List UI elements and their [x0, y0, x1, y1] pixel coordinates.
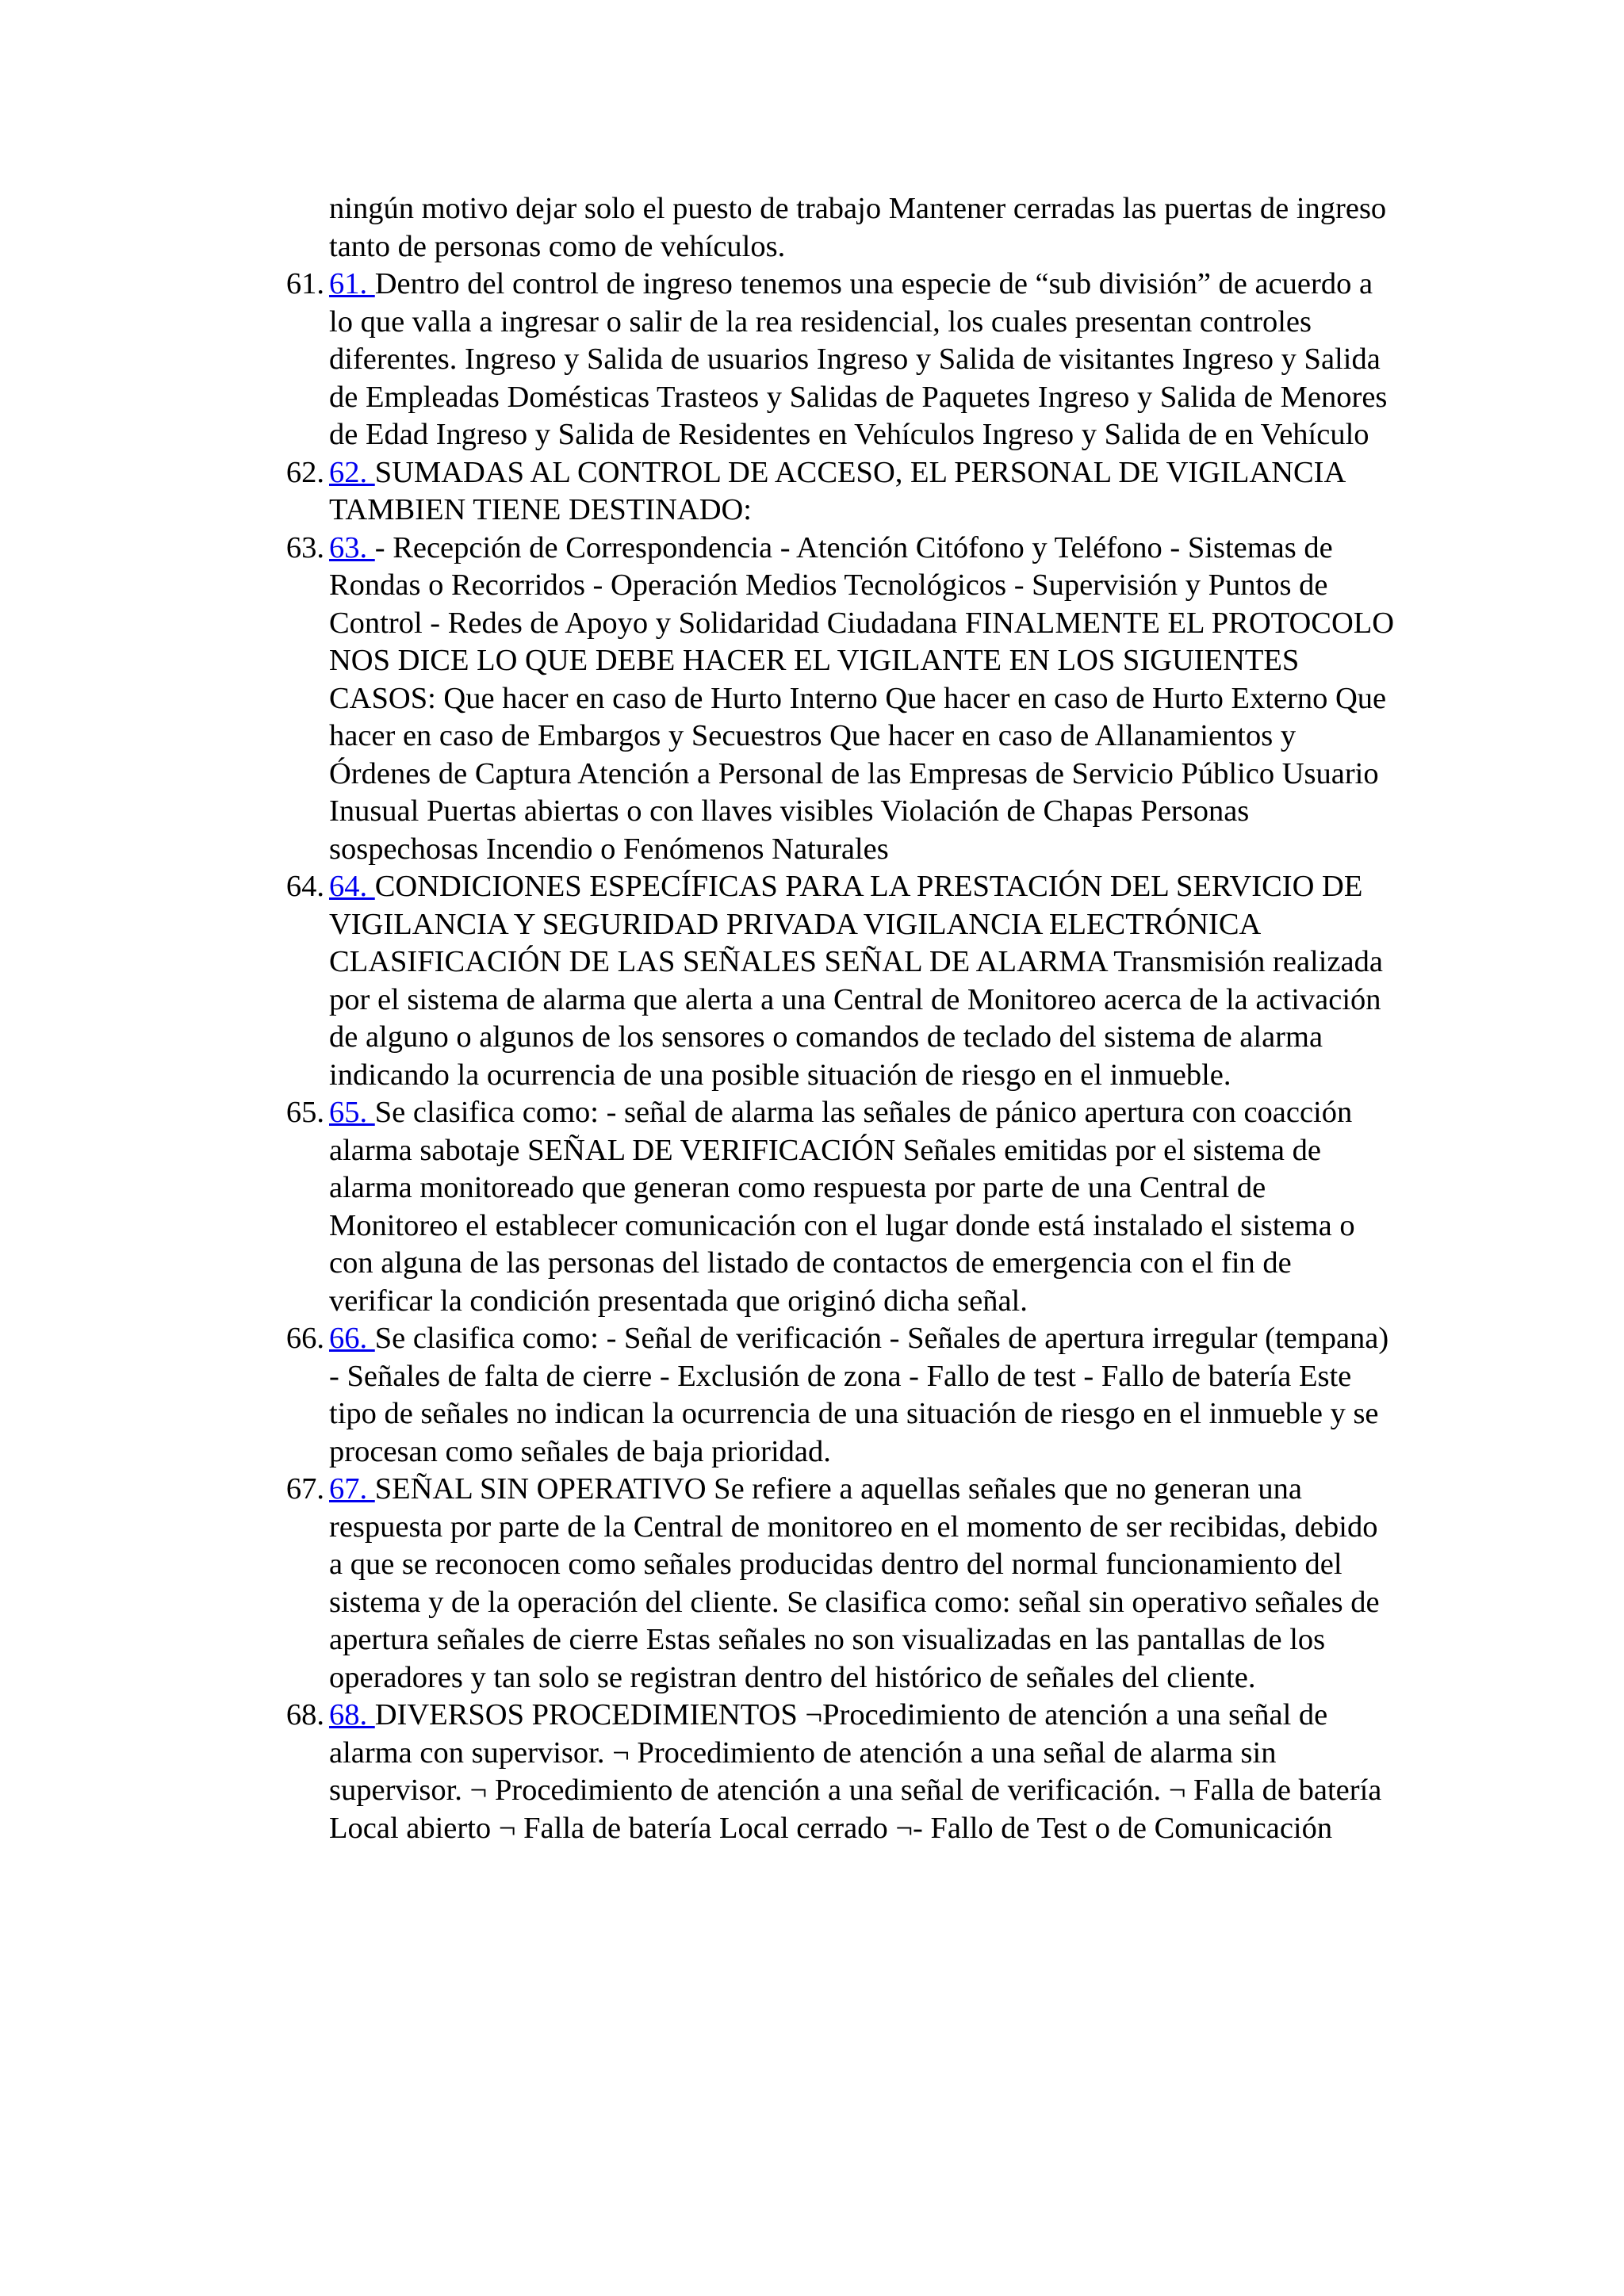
list-item-66 [285, 1320, 1396, 1471]
list-item-63 [285, 530, 1396, 869]
list-number: 66. [285, 1322, 324, 1355]
list-number: 62. [285, 455, 324, 489]
list-number: 64. [285, 870, 324, 903]
list-item-65 [285, 1094, 1396, 1320]
list-item-text: Se clasifica como: - Señal de verificación - Señales de apertura irregular (tempana) - Señales de falta de cierre - Exclusión de zona - Fallo de test - Fallo de batería Este tipo de señales no indican la ocurrencia de una situación de riesgo en el inmueble y se procesan como señales de baja prioridad. [329, 1322, 1389, 1468]
list-item-62 [285, 454, 1396, 530]
item-link-65[interactable]: 65. [329, 1096, 375, 1129]
list-number: 63. [285, 530, 324, 564]
list-number: 61. [285, 267, 324, 300]
continued-paragraph: ningún motivo dejar solo el puesto de trabajo Mantener cerradas las puertas de ingreso tanto de personas como de vehículos. [329, 192, 1387, 263]
list-item-text: SEÑAL SIN OPERATIVO Se refiere a aquellas señales que no generan una respuesta por parte de la Central de monitoreo en el momento de ser recibidas, debido a que se reconocen como señales producidas dentro del normal funcionamiento del sistema y de la operación del cliente. Se clasifica como: señal sin operativo señales de apertura señales de cierre Estas señales no son visualizadas en las pantallas de los operadores y tan solo se registran dentro del histórico de señales del cliente. [329, 1472, 1380, 1694]
item-link-68[interactable]: 68. [329, 1698, 375, 1732]
item-link-66[interactable]: 66. [329, 1322, 375, 1355]
list-item-68 [285, 1697, 1396, 1847]
list-item-text: - Recepción de Correspondencia - Atención Citófono y Teléfono - Sistemas de Rondas o Recorridos - Operación Medios Tecnológicos - Supervisión y Puntos de Control - Redes de Apoyo y Solidaridad Ciudadana FINALMENTE EL PROTOCOLO NOS DICE LO QUE DEBE HACER EL VIGILANTE EN LOS SIGUIENTES CASOS: Que hacer en caso de Hurto Interno Que hacer en caso de Hurto Externo Que hacer en caso de Embargos y Secuestros Que hacer en caso de Allanamientos y Órdenes de Captura Atención a Personal de las Empresas de Servicio Público Usuario Inusual Puertas abiertas o con llaves visibles Violación de Chapas Personas sospechosas Incendio o Fenómenos Naturales [329, 530, 1395, 866]
item-link-62[interactable]: 62. [329, 455, 375, 489]
list-item-61 [285, 266, 1396, 454]
list-item-text: DIVERSOS PROCEDIMIENTOS ¬Procedimiento de atención a una señal de alarma con supervisor. ¬ Procedimiento de atención a una señal de alarma sin supervisor. ¬ Procedimiento de atención a una señal de verificación. ¬ Falla de batería Local abierto ¬ Falla de batería Local cerrado ¬- Fallo de Test o de Comunicación [329, 1698, 1382, 1845]
document-body [285, 190, 1396, 1847]
item-link-64[interactable]: 64. [329, 870, 375, 903]
list-item-text: CONDICIONES ESPECÍFICAS PARA LA PRESTACIÓN DEL SERVICIO DE VIGILANCIA Y SEGURIDAD PRIVADA VIGILANCIA ELECTRÓNICA CLASIFICACIÓN DE LAS SEÑALES SEÑAL DE ALARMA Transmisión realizada por el sistema de alarma que alerta a una Central de Monitoreo acerca de la activación de alguno o algunos de los sensores o comandos de teclado del sistema de alarma indicando la ocurrencia de una posible situación de riesgo en el inmueble. [329, 870, 1383, 1092]
item-link-63[interactable]: 63. [329, 530, 375, 564]
list-number: 65. [285, 1096, 324, 1129]
item-link-61[interactable]: 61. [329, 267, 375, 300]
list-item-text: SUMADAS AL CONTROL DE ACCESO, EL PERSONAL DE VIGILANCIA TAMBIEN TIENE DESTINADO: [329, 455, 1345, 526]
list-item-text: Dentro del control de ingreso tenemos una especie de “sub división” de acuerdo a lo que valla a ingresar o salir de la rea residencial, los cuales presentan controles diferentes. Ingreso y Salida de usuarios Ingreso y Salida de visitantes Ingreso y Salida de Empleadas Domésticas Trasteos y Salidas de Paquetes Ingreso y Salida de Menores de Edad Ingreso y Salida de Residentes en Vehículos Ingreso y Salida de en Vehículo [329, 267, 1388, 451]
list-item-text: Se clasifica como: - señal de alarma las señales de pánico apertura con coacción alarma sabotaje SEÑAL DE VERIFICACIÓN Señales emitidas por el sistema de alarma monitoreado que generan como respuesta por parte de una Central de Monitoreo el establecer comunicación con el lugar donde está instalado el sistema o con alguna de las personas del listado de contactos de emergencia con el fin de verificar la condición presentada que originó dicha señal. [329, 1096, 1355, 1318]
list-number: 68. [285, 1698, 324, 1732]
list-item-67 [285, 1471, 1396, 1697]
list-number: 67. [285, 1472, 324, 1506]
item-link-67[interactable]: 67. [329, 1472, 375, 1506]
numbered-list [285, 266, 1396, 1847]
list-item-64 [285, 868, 1396, 1094]
